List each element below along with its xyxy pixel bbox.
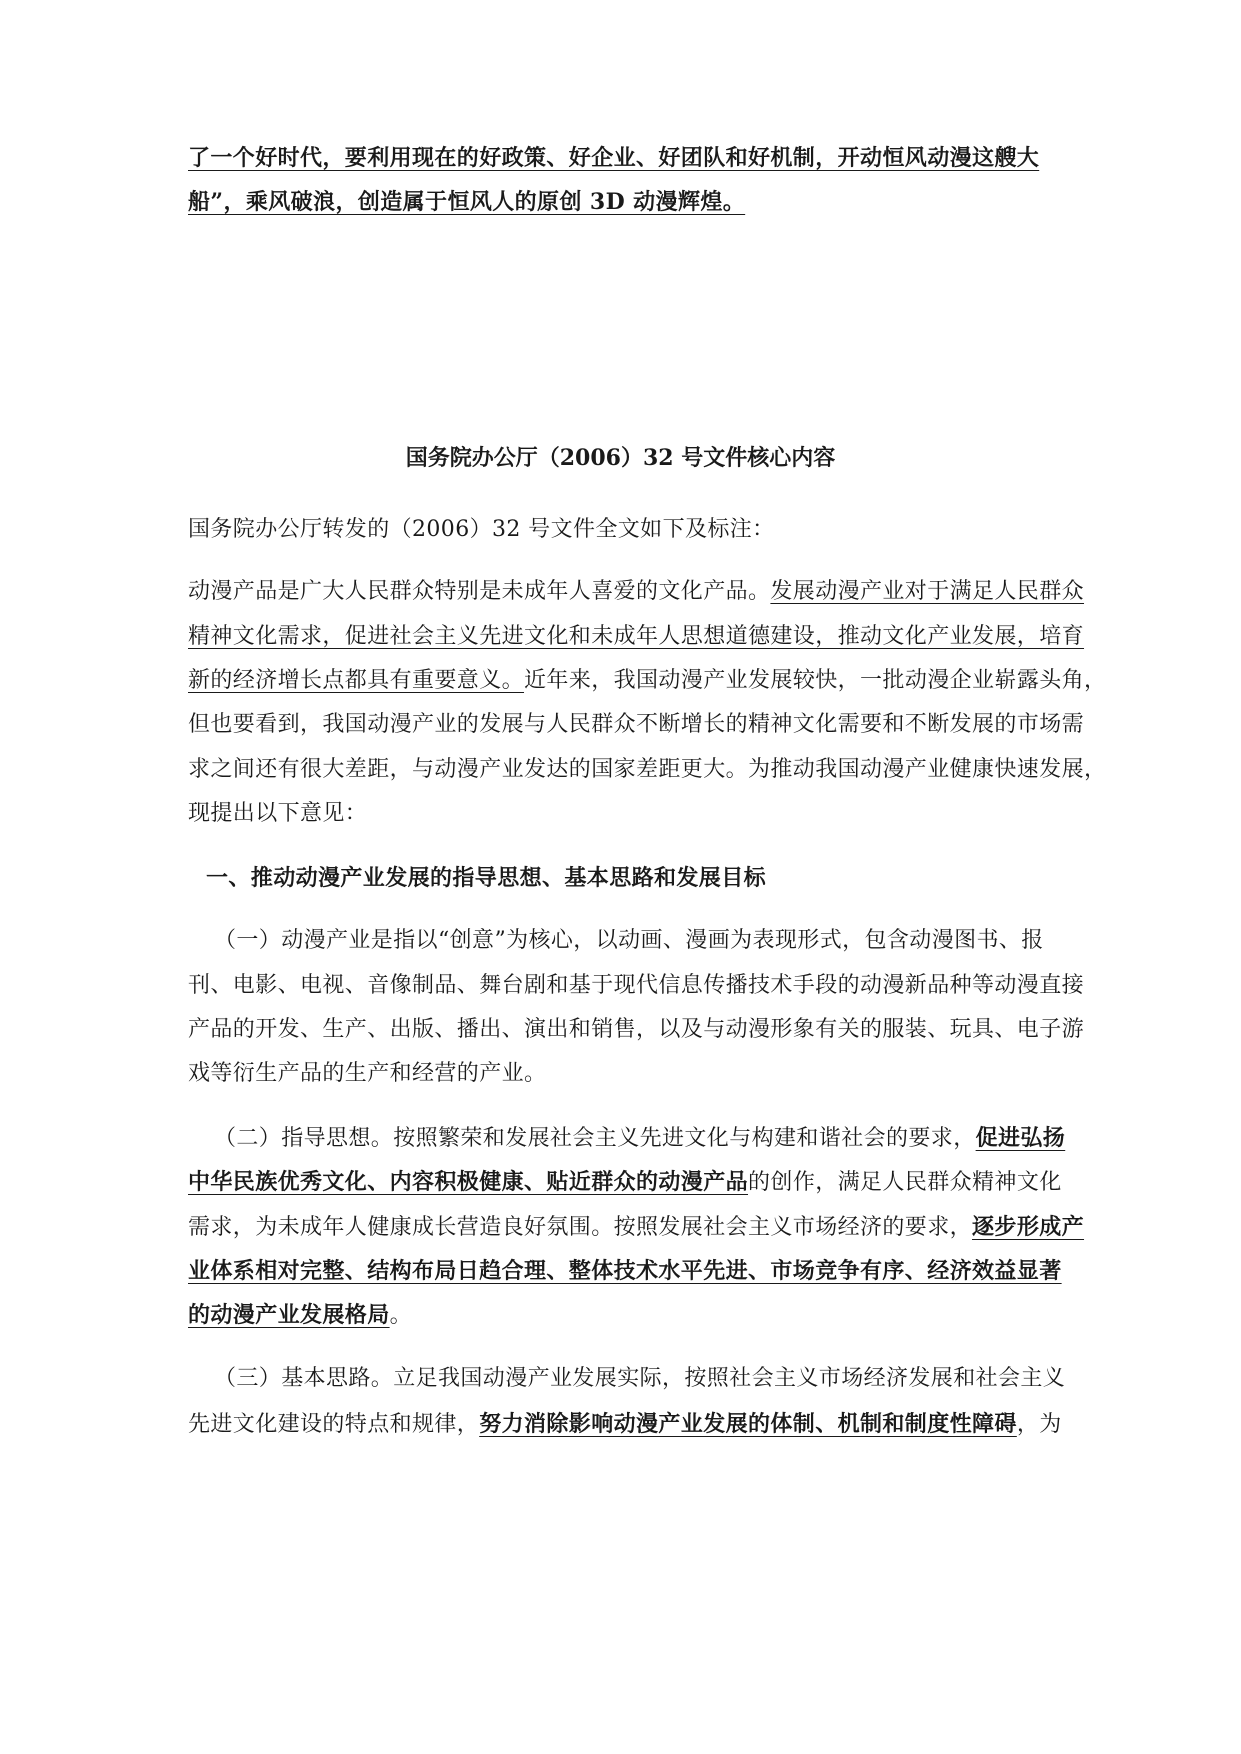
item2-text: 。 bbox=[389, 1303, 413, 1328]
item2-line-1 bbox=[214, 1123, 1065, 1154]
item1-line-4: 戏等衍生产品的生产和经营的产业。 bbox=[188, 1061, 547, 1086]
item2-text: 的创作，满足人民群众精神文化 bbox=[748, 1170, 1062, 1195]
intro-line-1: 了一个好时代，要利用现在的好政策、好企业、好团队和好机制，开动恒风动漫这艘大 bbox=[188, 145, 1040, 171]
item1-line-3: 产品的开发、生产、出版、播出、演出和销售，以及与动漫形象有关的服装、玩具、电子游 bbox=[188, 1017, 1085, 1042]
item2-emphasis: 逐步形成产 bbox=[972, 1214, 1085, 1240]
para1-line-2: 精神文化需求，促进社会主义先进文化和未成年人思想道德建设，推动文化产业发展，培育 bbox=[188, 624, 1085, 649]
item2-line-4: 业体系相对完整、结构布局日趋合理、整体技术水平先进、市场竞争有序、经济效益显著 bbox=[188, 1258, 1062, 1284]
para1-text: 动漫产品是广大人民群众特别是未成年人喜爱的文化产品。 bbox=[188, 579, 771, 604]
para1-line-6: 现提出以下意见： bbox=[188, 801, 368, 826]
lead-line: 国务院办公厅转发的（2006）32 号文件全文如下及标注： bbox=[188, 517, 775, 542]
para1-text: 近年来，我国动漫产业发展较快，一批动漫企业崭露头角， bbox=[524, 668, 1107, 693]
item2-emphasis: 中华民族优秀文化、内容积极健康、贴近群众的动漫产品 bbox=[188, 1169, 749, 1195]
document-title: 国务院办公厅（2006）32 号文件核心内容 bbox=[405, 445, 836, 471]
para1-line-1 bbox=[188, 577, 1084, 607]
item2-emphasis: 促进弘扬 bbox=[975, 1125, 1066, 1151]
item2-text: 需求，为未成年人健康成长营造良好氛围。按照发展社会主义市场经济的要求， bbox=[188, 1215, 973, 1240]
item1-line-2: 刊、电影、电视、音像制品、舞台剧和基于现代信息传播技术手段的动漫新品种等动漫直接 bbox=[188, 973, 1085, 998]
item2-line-2 bbox=[188, 1167, 1062, 1198]
item2-line-3 bbox=[188, 1212, 1084, 1243]
intro-line-2: 船”，乘风破浪，创造属于恒风人的原创 3D 动漫辉煌。 bbox=[188, 189, 746, 215]
para1-line-3 bbox=[188, 666, 1106, 696]
section-1-heading: 一、推动动漫产业发展的指导思想、基本思路和发展目标 bbox=[206, 865, 767, 891]
para1-line-5: 求之间还有很大差距，与动漫产业发达的国家差距更大。为推动我国动漫产业健康快速发展， bbox=[188, 757, 1107, 782]
item2-text: （二）指导思想。按照繁荣和发展社会主义先进文化与构建和谐社会的要求， bbox=[214, 1126, 976, 1151]
item2-line-5 bbox=[188, 1300, 412, 1331]
item1-line-1: （一）动漫产业是指以“创意”为核心，以动画、漫画为表现形式，包含动漫图书、报 bbox=[214, 928, 1044, 953]
item3-line-2 bbox=[188, 1409, 1062, 1440]
item3-text: ，为 bbox=[1016, 1412, 1062, 1437]
item3-emphasis: 努力消除影响动漫产业发展的体制、机制和制度性障碍 bbox=[479, 1411, 1017, 1437]
item3-line-1: （三）基本思路。立足我国动漫产业发展实际，按照社会主义市场经济发展和社会主义 bbox=[214, 1366, 1066, 1391]
para1-line-4: 但也要看到，我国动漫产业的发展与人民群众不断增长的精神文化需要和不断发展的市场需 bbox=[188, 712, 1085, 737]
item3-text: 先进文化建设的特点和规律， bbox=[188, 1412, 480, 1437]
para1-underlined: 发展动漫产业对于满足人民群众 bbox=[770, 579, 1085, 604]
para1-underlined: 新的经济增长点都具有重要意义。 bbox=[188, 668, 525, 693]
item2-emphasis: 的动漫产业发展格局 bbox=[188, 1302, 390, 1328]
